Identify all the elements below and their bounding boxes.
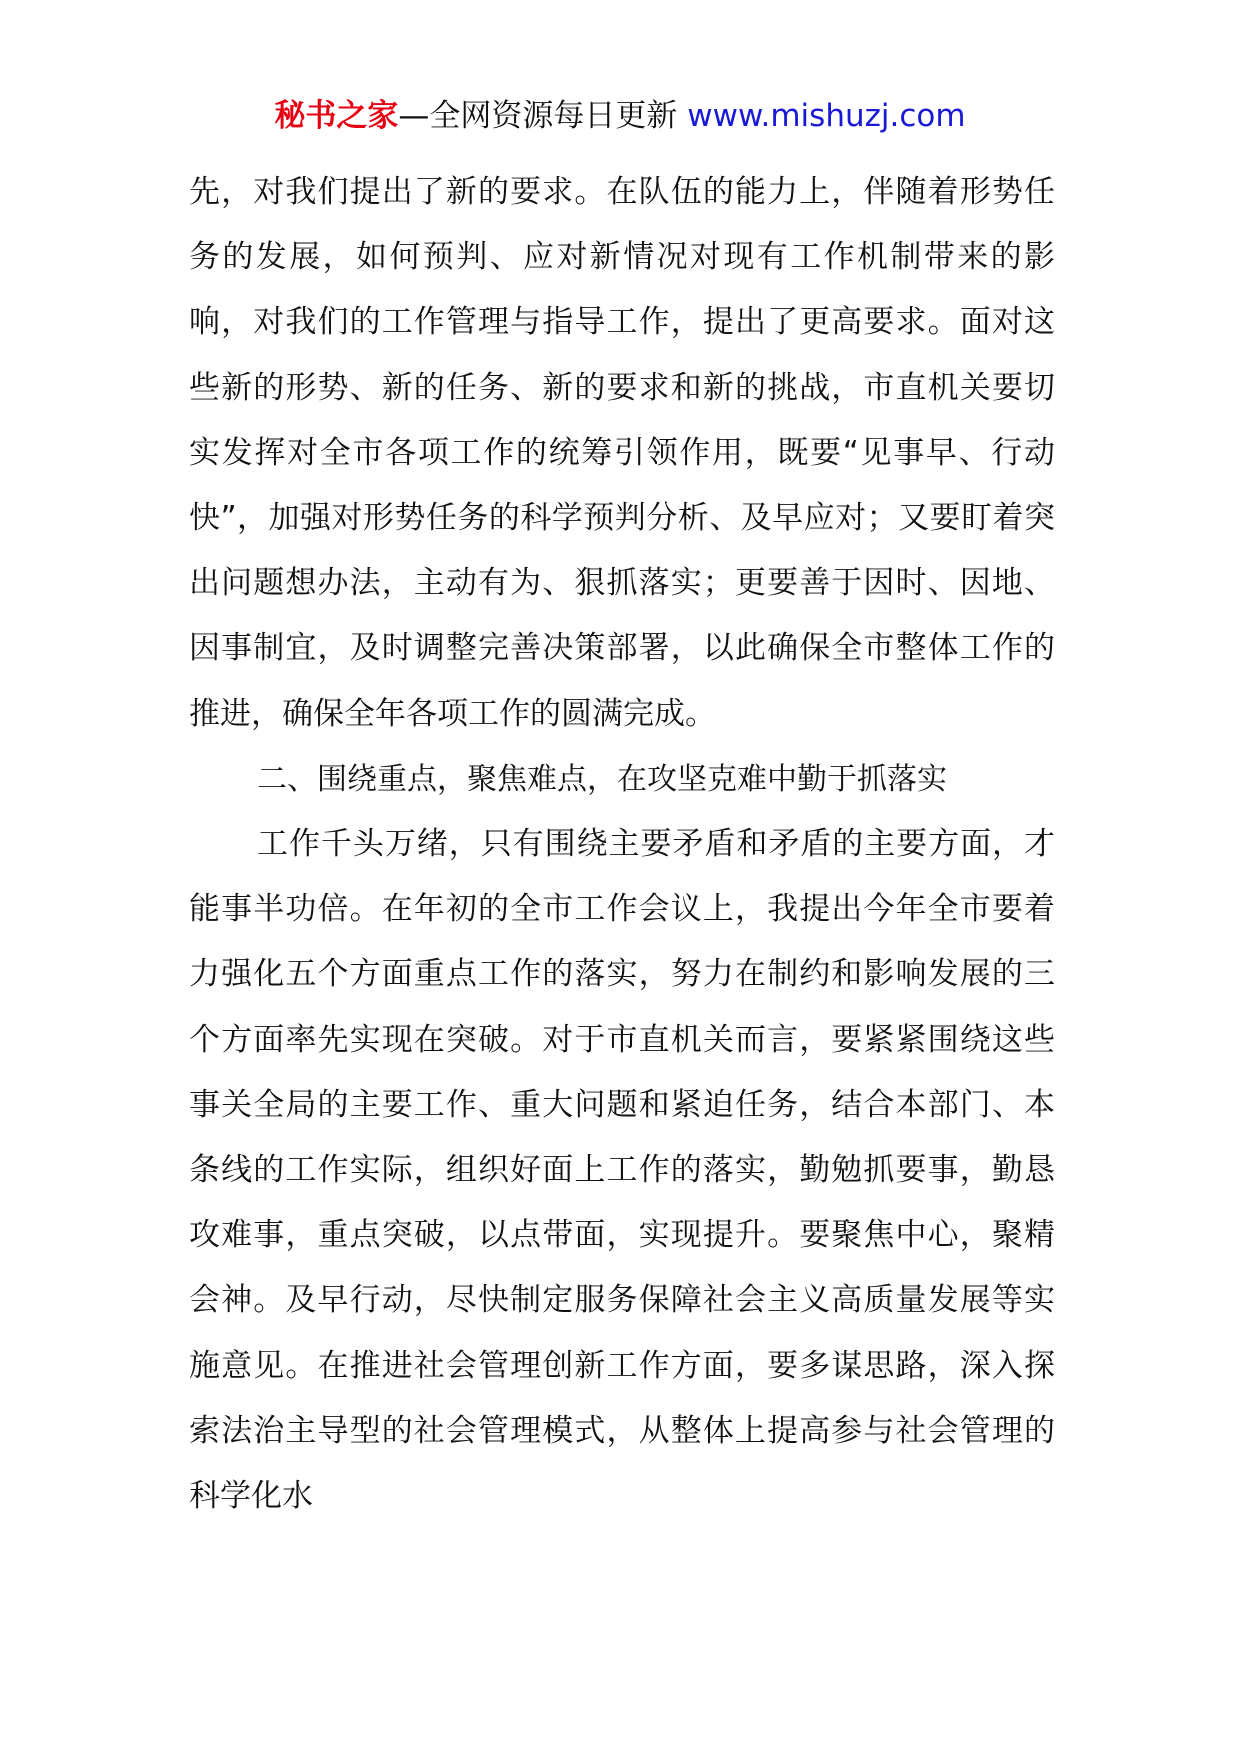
paragraph-continued: 先，对我们提出了新的要求。在队伍的能力上，伴随着形势任务的发展，如何预判、应对新情况对现有工作机制带来的影响，对我们的工作管理与指导工作，提出了更高要求。面对这些新的形势、新的任务、新的要求和新的挑战，市直机关要切实发挥对全市各项工作的统筹引领作用，既要“见事早、行动快”，加强对形势任务的科学预判分析、及早应对；又要盯着突出问题想办法，主动有为、狠抓落实；更要善于因时、因地、因事制宜，及时调整完善决策部署，以此确保全市整体工作的推进，确保全年各项工作的圆满完成。 [189, 174, 1055, 732]
site-tagline: —全网资源每日更新 [398, 98, 678, 134]
document-body [189, 160, 1055, 1529]
section-heading-2: 二、围绕重点，聚焦难点，在攻坚克难中勤于抓落实 [257, 761, 947, 797]
site-header [0, 96, 1240, 136]
site-brand: 秘书之家 [274, 98, 399, 134]
paragraph-section-2: 工作千头万绪，只有围绕主要矛盾和矛盾的主要方面，才能事半功倍。在年初的全市工作会议上，我提出今年全市要着力强化五个方面重点工作的落实，努力在制约和影响发展的三个方面率先实现在突破。对于市直机关而言，要紧紧围绕这些事关全局的主要工作、重大问题和紧迫任务，结合本部门、本条线的工作实际，组织好面上工作的落实，勤勉抓要事，勤恳攻难事，重点突破，以点带面，实现提升。要聚焦中心，聚精会神。及早行动，尽快制定服务保障社会主义高质量发展等实施意见。在推进社会管理创新工作方面，要多谋思路，深入探索法治主导型的社会管理模式，从整体上提高参与社会管理的科学化水 [189, 826, 1055, 1515]
site-url-link[interactable]: www.mishuzj.com [687, 98, 966, 134]
